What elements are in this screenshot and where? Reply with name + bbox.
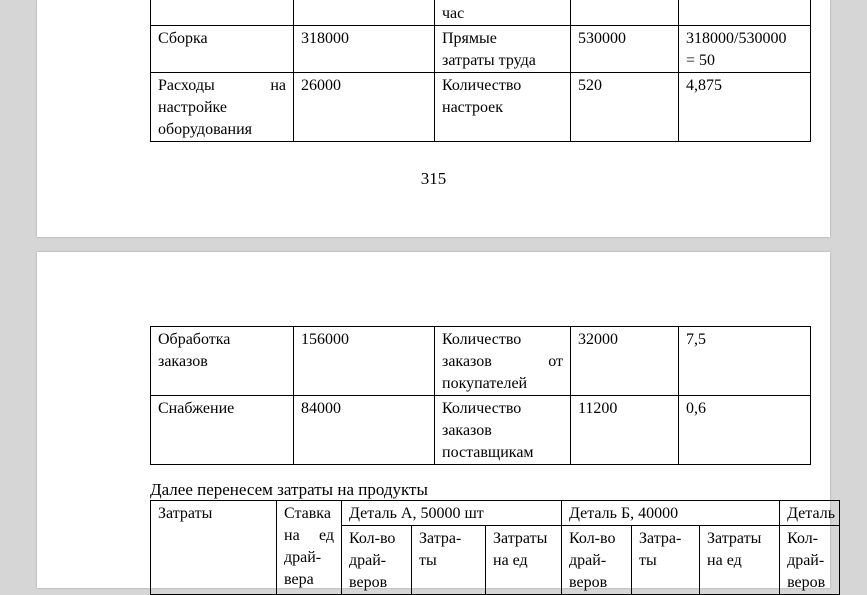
table-row xyxy=(151,396,811,465)
subheader-driver-qty: Кол-во драй- веров xyxy=(342,526,412,595)
driver-cell: Количество настроек xyxy=(435,73,571,142)
cost-cell: 84000 xyxy=(294,396,435,465)
rate-cell: 4,875 xyxy=(679,73,811,142)
rate-cell: 7,5 xyxy=(679,327,811,396)
rate-cell xyxy=(679,0,811,26)
driver-qty-cell: 11200 xyxy=(571,396,679,465)
driver-cell: час xyxy=(435,0,571,26)
group-header-part-c: Деталь xyxy=(780,501,840,526)
driver-qty-cell: 530000 xyxy=(571,26,679,73)
table-row xyxy=(151,327,811,396)
driver-cell: Количество заказов от покупателей xyxy=(435,327,571,396)
pool-cell: Снабжение xyxy=(151,396,294,465)
subheader-unit-cost: Затраты на ед xyxy=(486,526,562,595)
subheader-driver-qty: Кол-во драй- веров xyxy=(562,526,632,595)
subheader-costs: Затра- ты xyxy=(632,526,700,595)
table-row xyxy=(151,501,840,526)
subheader-driver-qty: Кол- драй- веров xyxy=(780,526,840,595)
group-header-part-b: Деталь Б, 40000 xyxy=(562,501,780,526)
cost-cell xyxy=(294,0,435,26)
group-header-part-a: Деталь А, 50000 шт xyxy=(342,501,562,526)
pool-cell: Расходы на настройке оборудования xyxy=(151,73,294,142)
subheader-costs: Затра- ты xyxy=(412,526,486,595)
driver-qty-cell: 32000 xyxy=(571,327,679,396)
driver-cell: Прямые затраты труда xyxy=(435,26,571,73)
pool-cell: Сборка xyxy=(151,26,294,73)
cost-pool-table-bottom xyxy=(150,326,811,465)
document-page-2 xyxy=(37,252,835,591)
table-row xyxy=(151,26,811,73)
driver-qty-cell xyxy=(571,0,679,26)
cost-pool-table-top xyxy=(150,0,811,142)
costs-header: Затраты xyxy=(151,501,277,595)
rate-cell: 0,6 xyxy=(679,396,811,465)
document-page-1 xyxy=(37,0,830,237)
table-row xyxy=(151,73,811,142)
section-caption: Далее перенесем затраты на продукты xyxy=(150,480,428,499)
cost-cell: 26000 xyxy=(294,73,435,142)
driver-cell: Количество заказов поставщикам xyxy=(435,396,571,465)
pool-cell: Обработка заказов xyxy=(151,327,294,396)
cost-cell: 318000 xyxy=(294,26,435,73)
subheader-unit-cost: Затраты на ед xyxy=(700,526,780,595)
driver-qty-cell: 520 xyxy=(571,73,679,142)
page-number: 315 xyxy=(420,169,447,188)
pool-cell xyxy=(151,0,294,26)
table-row xyxy=(151,0,811,26)
rate-header: Ставка на ед драй- вера xyxy=(277,501,342,595)
rate-cell: 318000/530000 = 50 xyxy=(679,26,811,73)
products-cost-table xyxy=(150,500,840,595)
cost-cell: 156000 xyxy=(294,327,435,396)
